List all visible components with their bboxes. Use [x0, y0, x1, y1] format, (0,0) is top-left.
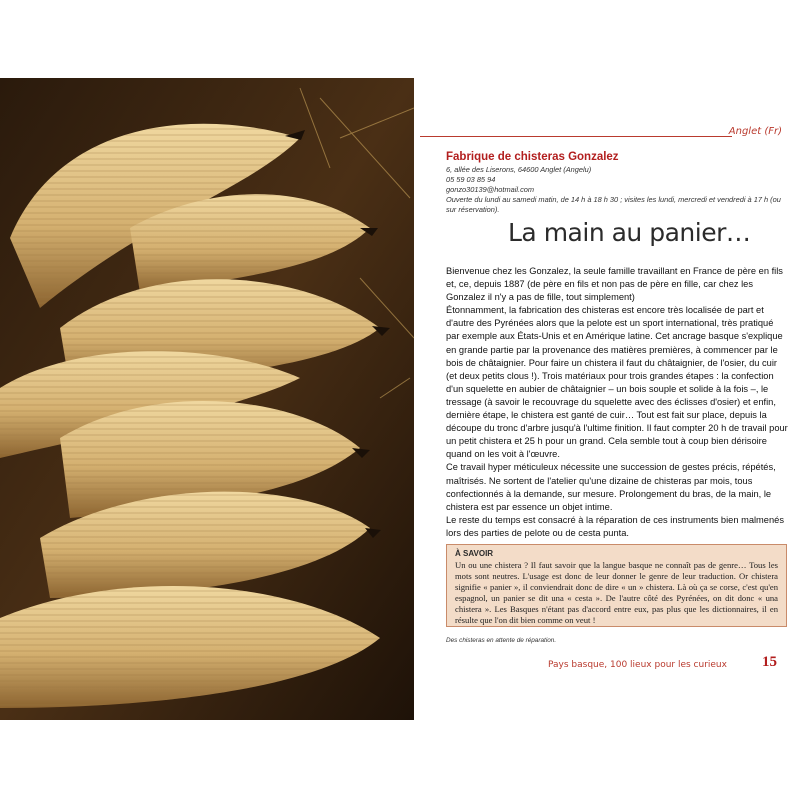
shop-info [446, 151, 786, 215]
shop-email: gonzo30139@hotmail.com [446, 185, 535, 194]
chisteras-photo [0, 78, 414, 720]
body-paragraph: Bienvenue chez les Gonzalez, la seule famille travaillant en France de père en fils et, ce, depuis 1887 (de père en fils et non pas de père en fille, car chez les Gonzalez il n'y a pas de fille, tout simplement) [446, 266, 783, 303]
shop-hours: Ouverte du lundi au samedi matin, de 14 h à 18 h 30 ; visites les lundi, mercredi et vendredi à 17 h (ou sur réservation). [446, 195, 781, 214]
book-title-footer: Pays basque, 100 lieux pour les curieux [548, 660, 727, 670]
box-title: À SAVOIR [455, 549, 494, 558]
a-savoir-box [446, 544, 787, 627]
shop-phone: 05 59 03 85 94 [446, 175, 496, 184]
box-text: Un ou une chistera ? Il faut savoir que la langue basque ne connaît pas de genre… Tous les mots sont neutres. L'usage est donc de leur donner le genre de leur traduction. Or chistera signifie « panier », il conviendrait donc de dire « un » chistera. Là où ça se corse, c'est qu'en espagnol, un panier se dit una « cesta ». De l'autre côté des Pyrénées, on dit donc « una chistera ». Les Basques n'étant pas d'accord entre eux, pas plus que les dictionnaires, il en résulte que l'on dit bien comme on veut ! [455, 560, 778, 625]
page-number: 15 [762, 654, 777, 670]
body-paragraph: Le reste du temps est consacré à la réparation de ces instruments bien malmenés lors des parties de pelote ou de cesta punta. [446, 514, 784, 538]
body-paragraph: Étonnamment, la fabrication des chisteras est encore très localisée de part et d'autre des Pyrénées alors que la pelote est un sport international, très pratiqué par exemple aux États-Unis et en Amérique latine. Cet ancrage basque s'explique en grande partie par la provenance des matières premières, à commencer par le bois de châtaignier. Pour faire un chistera il faut du châtaignier, de l'osier, du cuir (et deux petits clous !). Trois matériaux pour trois grandes étapes : la confection d'un squelette en aubier de châtaignier – un bois souple et solide à la fois –, le tressage (à savoir le recouvrage du squelette avec des éclisses d'osier) et enfin, dernière étape, le chistera est ganté de cuir… Tout est fait sur place, depuis la découpe du tronc d'arbre jusqu'à l'ultime finition. Il faut compter 20 h de travail pour un petit chistera et 25 h pour un grand. Cela semble tout à coup bien dérisoire quand on les voit à l'œuvre. [446, 305, 788, 460]
page-title: La main au panier… [508, 218, 751, 247]
header-rule [420, 136, 732, 137]
body-paragraph: Ce travail hyper méticuleux nécessite une succession de gestes précis, répétés, maîtrisés. Ne sortent de l'atelier qu'une dizaine de chisteras par mois, tous confectionnés à la demande, sur mesure. Prolongement du bras, de la main, le chistera est par essence un objet intime. [446, 462, 776, 512]
book-spread [0, 78, 800, 720]
body-text [446, 265, 789, 540]
shop-address: 6, allée des Liserons, 64600 Anglet (Angelu) [446, 165, 592, 174]
text-page [420, 78, 792, 720]
photo-caption: Des chisteras en attente de réparation. [446, 637, 557, 644]
location-label: Anglet (Fr) [728, 126, 782, 137]
shop-name: Fabrique de chisteras Gonzalez [446, 151, 619, 163]
